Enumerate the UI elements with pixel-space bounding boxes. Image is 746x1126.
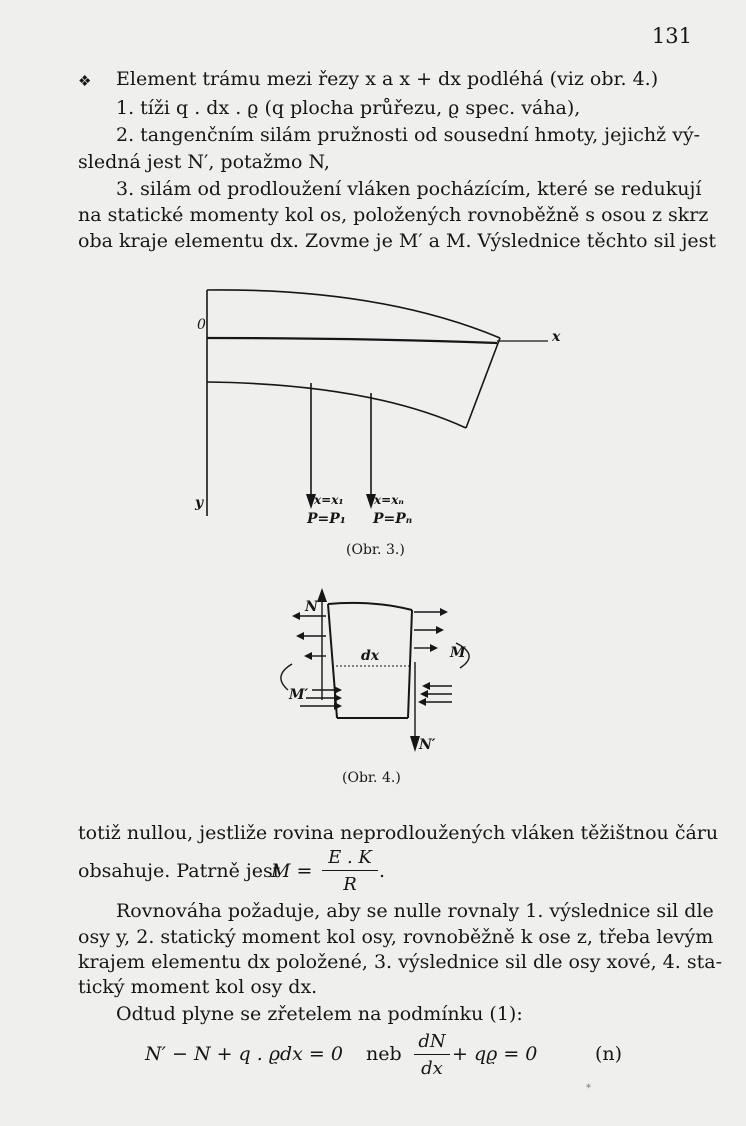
fig3-load-1-position: x=x₁ [314,493,344,507]
equation-lhs: M = [271,860,313,882]
fraction-numerator: E . K [328,847,372,868]
fig4-right-moment-label: M [450,645,466,661]
fig3-load-1-force: P=P₁ [307,511,346,527]
equation-n-tag: (n) [595,1043,623,1065]
text-line: 1. tíži q . dx . ϱ (q plocha průřezu, ϱ spec. váha), [116,97,581,119]
text-line: na statické momenty kol os, položených rovnoběžně s osou z skrz [78,204,709,226]
equation-n-conjunction: neb [366,1043,402,1065]
equation-n-numerator: dN [418,1031,446,1052]
fraction-denominator: R [343,874,357,895]
page-number: 131 [651,24,692,48]
equation-n-denominator: dx [421,1058,443,1079]
fig4-right-shear-label: N′ [419,737,436,753]
equation-n-lhs: N′ − N + q . ϱdx = 0 [145,1043,343,1065]
text-line: Odtud plyne se zřetelem na podmínku (1): [116,1003,523,1025]
footer-mark: * [586,1083,591,1094]
text-line: oba kraje elementu dx. Zovme je M′ a M. Výslednice těchto sil jest [78,230,717,252]
fig3-load-2-force: P=Pₙ [373,511,413,527]
text-line: totiž nullou, jestliže rovina neprodloužených vláken těžištnou čáru [78,822,719,844]
fig3-y-axis-label: y [195,495,204,511]
text-line: osy y, 2. statický moment kol osy, rovnoběžně k ose z, třeba levým [78,926,714,948]
fraction-bar [322,870,378,871]
figure-3-caption: (Obr. 3.) [346,542,405,558]
text-line: Element trámu mezi řezy x a x + dx podléhá (viz obr. 4.) [116,68,659,90]
fig4-element-label: dx [361,648,380,664]
text-line: 3. silám od prodloužení vláken pocházícím, které se redukují [116,178,702,200]
fig3-x-axis-label: x [552,329,561,345]
text-line: . [379,860,386,882]
equation-n-rhs: + qϱ = 0 [452,1043,538,1065]
fig4-left-moment-label: M′ [289,687,309,703]
text-line: tický moment kol osy dx. [78,976,318,998]
equation-n-fraction-bar [414,1054,450,1055]
figure-4-caption: (Obr. 4.) [342,770,401,786]
text-line: 2. tangenčním silám pružnosti od sousední hmoty, jejichž vý- [116,124,701,146]
fig4-left-shear-label: N [305,599,318,615]
text-line: sledná jest N′, potažmo N, [78,151,330,173]
fig3-origin-label: 0 [197,317,206,333]
text-line: krajem elementu dx položené, 3. výslednice sil dle osy xové, 4. sta- [78,951,722,973]
text-line: obsahuje. Patrně jest [78,860,281,882]
fig3-load-2-position: x=xₙ [374,493,404,507]
paragraph-ornament: ❖ [78,72,92,90]
text-line: Rovnováha požaduje, aby se nulle rovnaly 1. výslednice sil dle [116,900,714,922]
